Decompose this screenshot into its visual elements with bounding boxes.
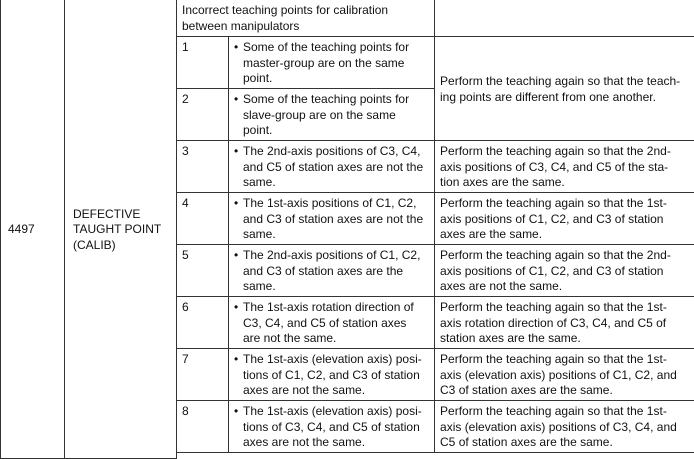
table-header-row — [1, 0, 694, 37]
bullet-icon: • — [234, 40, 243, 56]
cause-heading-cell — [177, 0, 435, 37]
remedy-cell — [435, 297, 694, 349]
bullet-icon: • — [234, 144, 243, 160]
cause-cell — [229, 401, 435, 453]
cause-number: 4 — [177, 193, 229, 245]
remedy-line: C3 of station axes are the same. — [440, 383, 689, 399]
cause-text: • The 1st-axis positions of C1, C2, and C3 of station axes are not the same. — [234, 196, 429, 243]
alarm-name-cell — [65, 0, 177, 459]
remedy-line: Perform the teaching again so that the 1st- — [440, 352, 689, 368]
remedy-line: Perform the teaching again so that the teach- — [440, 74, 689, 90]
cause-cell — [229, 89, 435, 141]
cause-number: 6 — [177, 297, 229, 349]
cause-cell — [229, 193, 435, 245]
remedy-line: axes are not the same. — [440, 279, 689, 295]
remedy-line: axis rotation direction of C3, C4, and C5 of — [440, 316, 689, 332]
remedy-line: axes are the same. — [440, 227, 689, 243]
cause-text: • The 2nd-axis positions of C1, C2, and C3 of station axes are the same. — [234, 248, 429, 295]
remedy-line: ing points are different from one another. — [440, 90, 689, 106]
bullet-icon: • — [234, 300, 243, 316]
alarm-code: 4497 — [8, 222, 35, 236]
remedy-line: axis positions of C1, C2, and C3 of station — [440, 264, 689, 280]
cause-number: 7 — [177, 349, 229, 401]
alarm-name-line: DEFECTIVE — [73, 207, 171, 223]
remedy-line: axis positions of C3, C4, and C5 of the sta- — [440, 160, 689, 176]
remedy-line: Perform the teaching again so that the 2nd- — [440, 248, 689, 264]
remedy-line: axis (elevation axis) positions of C1, C2, and — [440, 368, 689, 384]
cause-text: • The 1st-axis (elevation axis) posi- tions of C1, C2, and C3 of station axes are not the same. — [234, 352, 429, 399]
remedy-cell — [435, 401, 694, 453]
bullet-icon: • — [234, 196, 243, 212]
remedy-cell — [435, 349, 694, 401]
cause-number: 1 — [177, 37, 229, 89]
cause-text: • The 1st-axis rotation direction of C3, C4, and C5 of station axes are not the same. — [234, 300, 429, 347]
cause-cell — [229, 141, 435, 193]
remedy-cell — [435, 193, 694, 245]
cause-number: 5 — [177, 245, 229, 297]
cause-number: 8 — [177, 401, 229, 453]
cause-number: 2 — [177, 89, 229, 141]
cause-text: • The 2nd-axis positions of C3, C4, and C5 of station axes are not the same. — [234, 144, 429, 191]
remedy-line: Perform the teaching again so that the 1st- — [440, 300, 689, 316]
remedy-line: C5 of station axes are the same. — [440, 435, 689, 451]
cause-cell — [229, 349, 435, 401]
cause-cell — [229, 37, 435, 89]
bullet-icon: • — [234, 248, 243, 264]
remedy-cell — [435, 37, 694, 141]
remedy-line: Perform the teaching again so that the 1st- — [440, 404, 689, 420]
bullet-icon: • — [234, 92, 243, 108]
cause-heading-line: between manipulators — [182, 19, 429, 35]
remedy-line: axis (elevation axis) positions of C3, C4, and — [440, 420, 689, 436]
remedy-cell — [435, 141, 694, 193]
remedy-line: tion axes are the same. — [440, 175, 689, 191]
cause-text: • The 1st-axis (elevation axis) posi- tions of C3, C4, and C5 of station axes are not the same. — [234, 404, 429, 451]
cause-heading-line: Incorrect teaching points for calibration — [182, 3, 429, 19]
bullet-icon: • — [234, 404, 243, 420]
remedy-line: Perform the teaching again so that the 2nd- — [440, 144, 689, 160]
remedy-heading-cell — [435, 0, 694, 37]
alarm-code-cell — [1, 0, 65, 459]
alarm-name-line: (CALIB) — [73, 238, 171, 254]
cause-number: 3 — [177, 141, 229, 193]
alarm-name-line: TAUGHT POINT — [73, 222, 171, 238]
remedy-line: axis positions of C1, C2, and C3 of station — [440, 212, 689, 228]
cause-cell — [229, 297, 435, 349]
cause-text: • Some of the teaching points for master-group are on the same point. — [234, 40, 429, 87]
remedy-line: Perform the teaching again so that the 1st- — [440, 196, 689, 212]
remedy-cell — [435, 245, 694, 297]
bullet-icon: • — [234, 352, 243, 368]
remedy-line: station axes are the same. — [440, 331, 689, 347]
cause-text: • Some of the teaching points for slave-group are on the same point. — [234, 92, 429, 139]
cause-cell — [229, 245, 435, 297]
